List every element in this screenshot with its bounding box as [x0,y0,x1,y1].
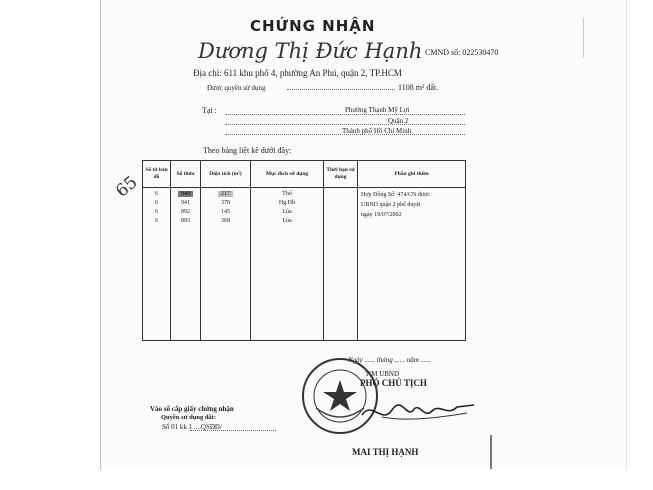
holder-name: Dương Thị Đức Hạnh [198,39,423,63]
holder-address: Địa chỉ: 611 khu phố 4, phường An Phú, quận 2, TP.HCM [193,68,402,78]
scan-artifact [583,18,584,58]
scan-artifact [490,435,492,469]
sheet-value: 6 [155,191,158,197]
sheet-value: 6 [155,209,158,215]
table-row [143,188,466,341]
dotted-line [190,430,276,431]
purpose-value: Lúa [282,209,292,215]
dotted-line [225,114,465,115]
column-header: Số thửa [171,161,201,188]
column-header: Phần ghi thêm [358,161,466,188]
note-cell [358,188,466,341]
location-label: Tại : [202,106,217,115]
table-caption: Theo bảng liệt kê dưới đây: [203,146,292,155]
handwritten-signature [352,395,477,430]
registration-sublabel: Quyền sử dụng đất: [161,414,217,421]
lot-value: 941 [181,200,190,206]
registration-number: Số 01 kk 1 ....QSDĐ/ [162,423,222,431]
lot-value: 893 [181,218,190,224]
purpose-cell [251,188,324,341]
sheet-cell [143,188,171,341]
column-header: Diện tích (m²) [201,161,251,188]
id-number: CMND số: 022530470 [425,48,499,57]
column-header: Số tờ bản đồ [143,161,171,188]
purpose-value: Lúa [282,218,292,224]
note-line: Hợp Đồng Số: 474/CN được [361,192,430,198]
column-header: Mục đích sử dụng [251,161,324,188]
sheet-value: 6 [155,218,158,224]
page-edge-left [100,0,101,470]
document-title: CHỨNG NHẬN [250,17,376,35]
registration-label: Vào số cấp giấy chứng nhận [150,405,234,413]
table-header-row [143,161,466,188]
lot-value: 940 [178,191,193,197]
lot-cell [171,188,201,341]
note-line: UBND quận 2 phê duyệt [361,202,421,208]
signing-authority: T/M UBND [365,370,400,378]
land-lot-table [142,160,466,341]
column-header: Thời hạn sử dụng [324,161,358,188]
lot-value: 892 [181,209,190,215]
term-cell [324,188,358,341]
purpose-value: Hg.Đb [278,200,296,206]
area-value: 145 [221,209,230,215]
area-value: 378 [221,200,230,206]
area-cell [201,188,251,341]
area-label: Được quyền sử dụng [207,84,266,92]
dotted-line [225,124,465,125]
signer-name: MAI THỊ HẠNH [352,447,419,457]
purpose-value: Thổ [282,191,292,197]
handwritten-margin-mark: 65 [112,172,142,202]
area-value: 217 [218,191,233,197]
signer-title: PHÓ CHỦ TỊCH [360,378,427,388]
dotted-line [287,89,395,90]
sheet-value: 6 [155,200,158,206]
note-line: ngày 19/07/2002 [361,212,402,218]
area-value: 1108 m² đất. [398,83,439,92]
location-city: Thành phố Hồ Chí Minh [342,127,412,135]
signature-date: Ngày ...... tháng ...... năm ...... [348,356,432,364]
area-value: 368 [221,218,230,224]
page-edge-right [626,0,627,470]
location-ward: Phường Thạnh Mỹ Lợi [345,106,410,114]
location-district: Quận 2 [388,117,409,125]
